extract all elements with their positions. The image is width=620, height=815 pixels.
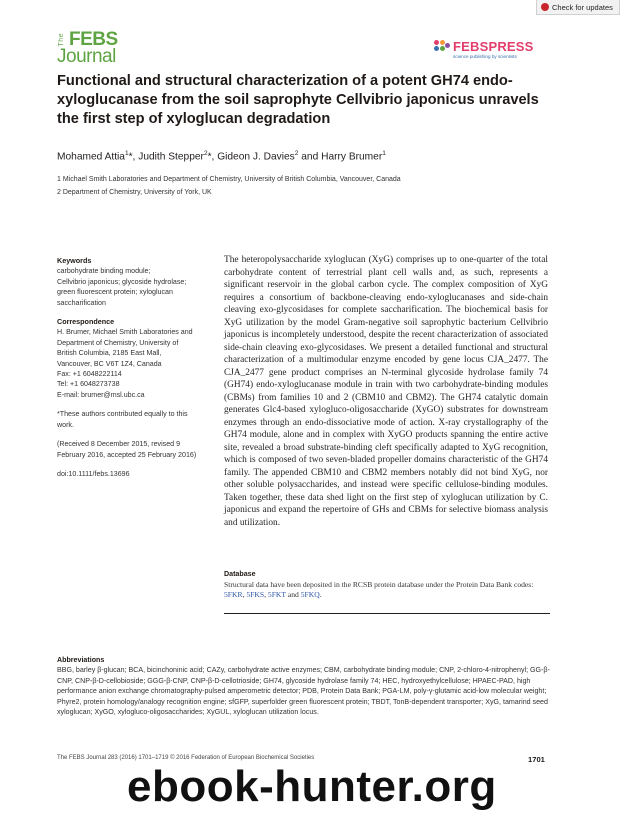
press-tagline: science publishing by scientists: [453, 54, 517, 59]
press-dots-icon: [434, 40, 450, 56]
correspondence-line: H. Brumer, Michael Smith Laboratories and: [57, 328, 193, 337]
press-name: FEBSPRESS: [453, 39, 534, 54]
author-4-affil: 1: [382, 150, 386, 157]
pdb-link[interactable]: 5FKQ: [300, 590, 320, 599]
author-3-affil: 2: [294, 150, 299, 157]
author-4: Harry Brumer: [321, 151, 383, 163]
correspondence-heading: Correspondence: [57, 317, 115, 327]
keywords-heading: Keywords: [57, 256, 92, 265]
febs-press-logo: [434, 38, 544, 64]
database-and: and: [287, 590, 299, 599]
author-2: Judith Stepper: [138, 151, 204, 163]
received-line: (Received 8 December 2015, revised 9: [57, 440, 181, 449]
pdb-link[interactable]: 5FKT: [267, 590, 286, 599]
logo-febs: FEBS: [69, 29, 118, 50]
pdb-link[interactable]: 5FKS: [246, 590, 265, 599]
page-number: 1701: [528, 755, 545, 764]
correspondence-line: Fax: +1 6048222114: [57, 370, 122, 379]
correspondence-line: British Columbia, 2185 East Mall,: [57, 349, 162, 358]
article-info-column: [57, 256, 207, 488]
affiliations: [57, 174, 401, 199]
logo-the: The: [58, 33, 65, 47]
keywords-line: green fluorescent protein; xyloglucan: [57, 288, 173, 297]
keywords-line: saccharification: [57, 298, 106, 307]
keywords-block: [57, 256, 207, 308]
update-icon: [541, 3, 549, 11]
email-link[interactable]: E-mail: brumer@msl.ubc.ca: [57, 390, 145, 399]
abstract-text: The heteropolysaccharide xyloglucan (XyG) comprises up to one-quarter of the total carbohydrate content of terrestrial plant cell walls and, as such, represents a significant reservoir in the global carbon cycle. The complex composition of XyG requires a consortium of backbone-cleaving endo-xyloglucanases and side-chain cleaving exo-glycosidases for complete saccharification. The biochemical basis for XyG utilization by the model Gram-negative soil saprophytic bacterium Cellvibrio japonicus is incompletely understood, despite the recent characterization of associated side-chain cleaving exo-glycosidases. We present a detailed functional and structural characterization of a multimodular enzyme encoded by gene locus CJA_2477. The CJA_2477 gene product comprises an N-terminal glycoside hydrolase family 74 (GH74) endo-xyloglucanase module in train with two carbohydrate-binding modules (CBMs) from families 10 and 2 (CBM10 and CBM2). The GH74 catalytic domain generates Glc4-based xylogluco-oligosaccharide (XyGO) substrates for downstream enzymes through an endo-dissociative mode of action. X-ray crystallography of the GH74 module, alone and in complex with XyGO products spanning the entire active site, revealed a broad substrate-binding cleft specifically adapted to XyG recognition, which is composed of two seven-bladed propeller domains characteristic of the GH74 family. The appended CBM10 and CBM2 members notably did not bind XyG, nor other soluble polysaccharides, and instead were specific cellulose-binding modules. Taken together, these data shed light on the first step of xyloglucan utilization by C. japonicus and expand the repertoire of GHs and CBMs for selective biomass analysis and utilization.: [224, 255, 548, 528]
check-for-updates-button[interactable]: [536, 0, 620, 15]
check-for-updates-label: Check for updates: [552, 2, 613, 12]
author-and: and: [301, 151, 319, 163]
article-title: Functional and structural characterization of a potent GH74 endo-xyloglucanase from the soil saprophyte Cellvibrio japonicus unravels the first step of xyloglucan degradation: [57, 73, 539, 128]
correspondence-line: Vancouver, BC V6T 1Z4, Canada: [57, 359, 162, 368]
author-1-mark: *,: [128, 151, 136, 163]
doi-link[interactable]: doi:10.1111/febs.13696: [57, 469, 130, 478]
database-heading: Database: [224, 570, 256, 578]
author-3: Gideon J. Davies: [217, 151, 295, 163]
section-divider: [224, 613, 550, 614]
footer-citation: The FEBS Journal 283 (2016) 1701–1719 © 2016 Federation of European Biochemical Societies: [57, 755, 315, 761]
doi-block: [57, 469, 207, 479]
abbreviations-heading: Abbreviations: [57, 656, 105, 664]
received-dates: [57, 439, 207, 460]
author-2-affil: 2: [203, 150, 208, 157]
affiliation-1: 1 Michael Smith Laboratories and Department of Chemistry, University of British Columbia, Vancouver, Canada: [57, 176, 401, 183]
pdb-link[interactable]: 5FKR: [224, 590, 243, 599]
keywords-line: Cellvibrio japonicus; glycoside hydrolase;: [57, 277, 187, 286]
abbreviations-block: [57, 655, 554, 717]
correspondence-block: [57, 317, 207, 400]
note-line: work.: [57, 420, 74, 429]
author-list: [57, 150, 386, 162]
logo-journal: Journal: [57, 46, 116, 67]
database-sentence: Structural data have been deposited in the RCSB protein database under the Protein Data Bank codes:: [224, 579, 534, 589]
febs-journal-logo: [57, 29, 137, 67]
correspondence-line: Department of Chemistry, University of: [57, 338, 179, 347]
received-line: February 2016, accepted 25 February 2016): [57, 450, 197, 459]
database-text: Structural data have been deposited in the RCSB protein database under the Protein Data Bank codes: 5FKR, 5FKS, 5FKT and 5FKQ.: [224, 579, 534, 599]
author-2-mark: *,: [207, 151, 215, 163]
correspondence-line: Tel: +1 6048273738: [57, 380, 120, 389]
database-block: [224, 569, 548, 601]
keywords-line: carbohydrate binding module;: [57, 267, 151, 276]
affiliation-2: 2 Department of Chemistry, University of York, UK: [57, 188, 212, 196]
note-line: *These authors contributed equally to this: [57, 410, 188, 419]
equal-contribution-note: [57, 409, 207, 430]
author-1-affil: 1: [124, 150, 129, 157]
abbreviations-text: BBG, barley β-glucan; BCA, bicinchoninic acid; CAZy, carbohydrate active enzymes; CBM, carbohydrate binding module; CNP, 2-chloro-4-nitrophenyl; GG-β-CNP, CNP-β-D-cellobioside; GGG-β-CNP, CNP-β-D-cellotrioside; GH74, glycoside hydrolase family 74; HEC, hydroxyethylcellulose; HPAEC-PAD, high performance anion exchange chromatography-pulsed amperometric detector; PDB, Protein Data Bank; PGA-LM, poly-γ-glutamic acid-low molecular weight; Phyre2, protein homology/analogy recognition engine; sfGFP, superfolder green fluorescent protein; TBDT, TonB-dependent transporter; XyG, tamarind seed xyloglucan; XyGO, xylogluco-oligosaccharides; XyGUL, xyloglucan utilization locus.: [57, 666, 550, 717]
author-1: Mohamed Attia: [57, 151, 125, 163]
watermark: ebook-hunter.org: [127, 762, 497, 811]
